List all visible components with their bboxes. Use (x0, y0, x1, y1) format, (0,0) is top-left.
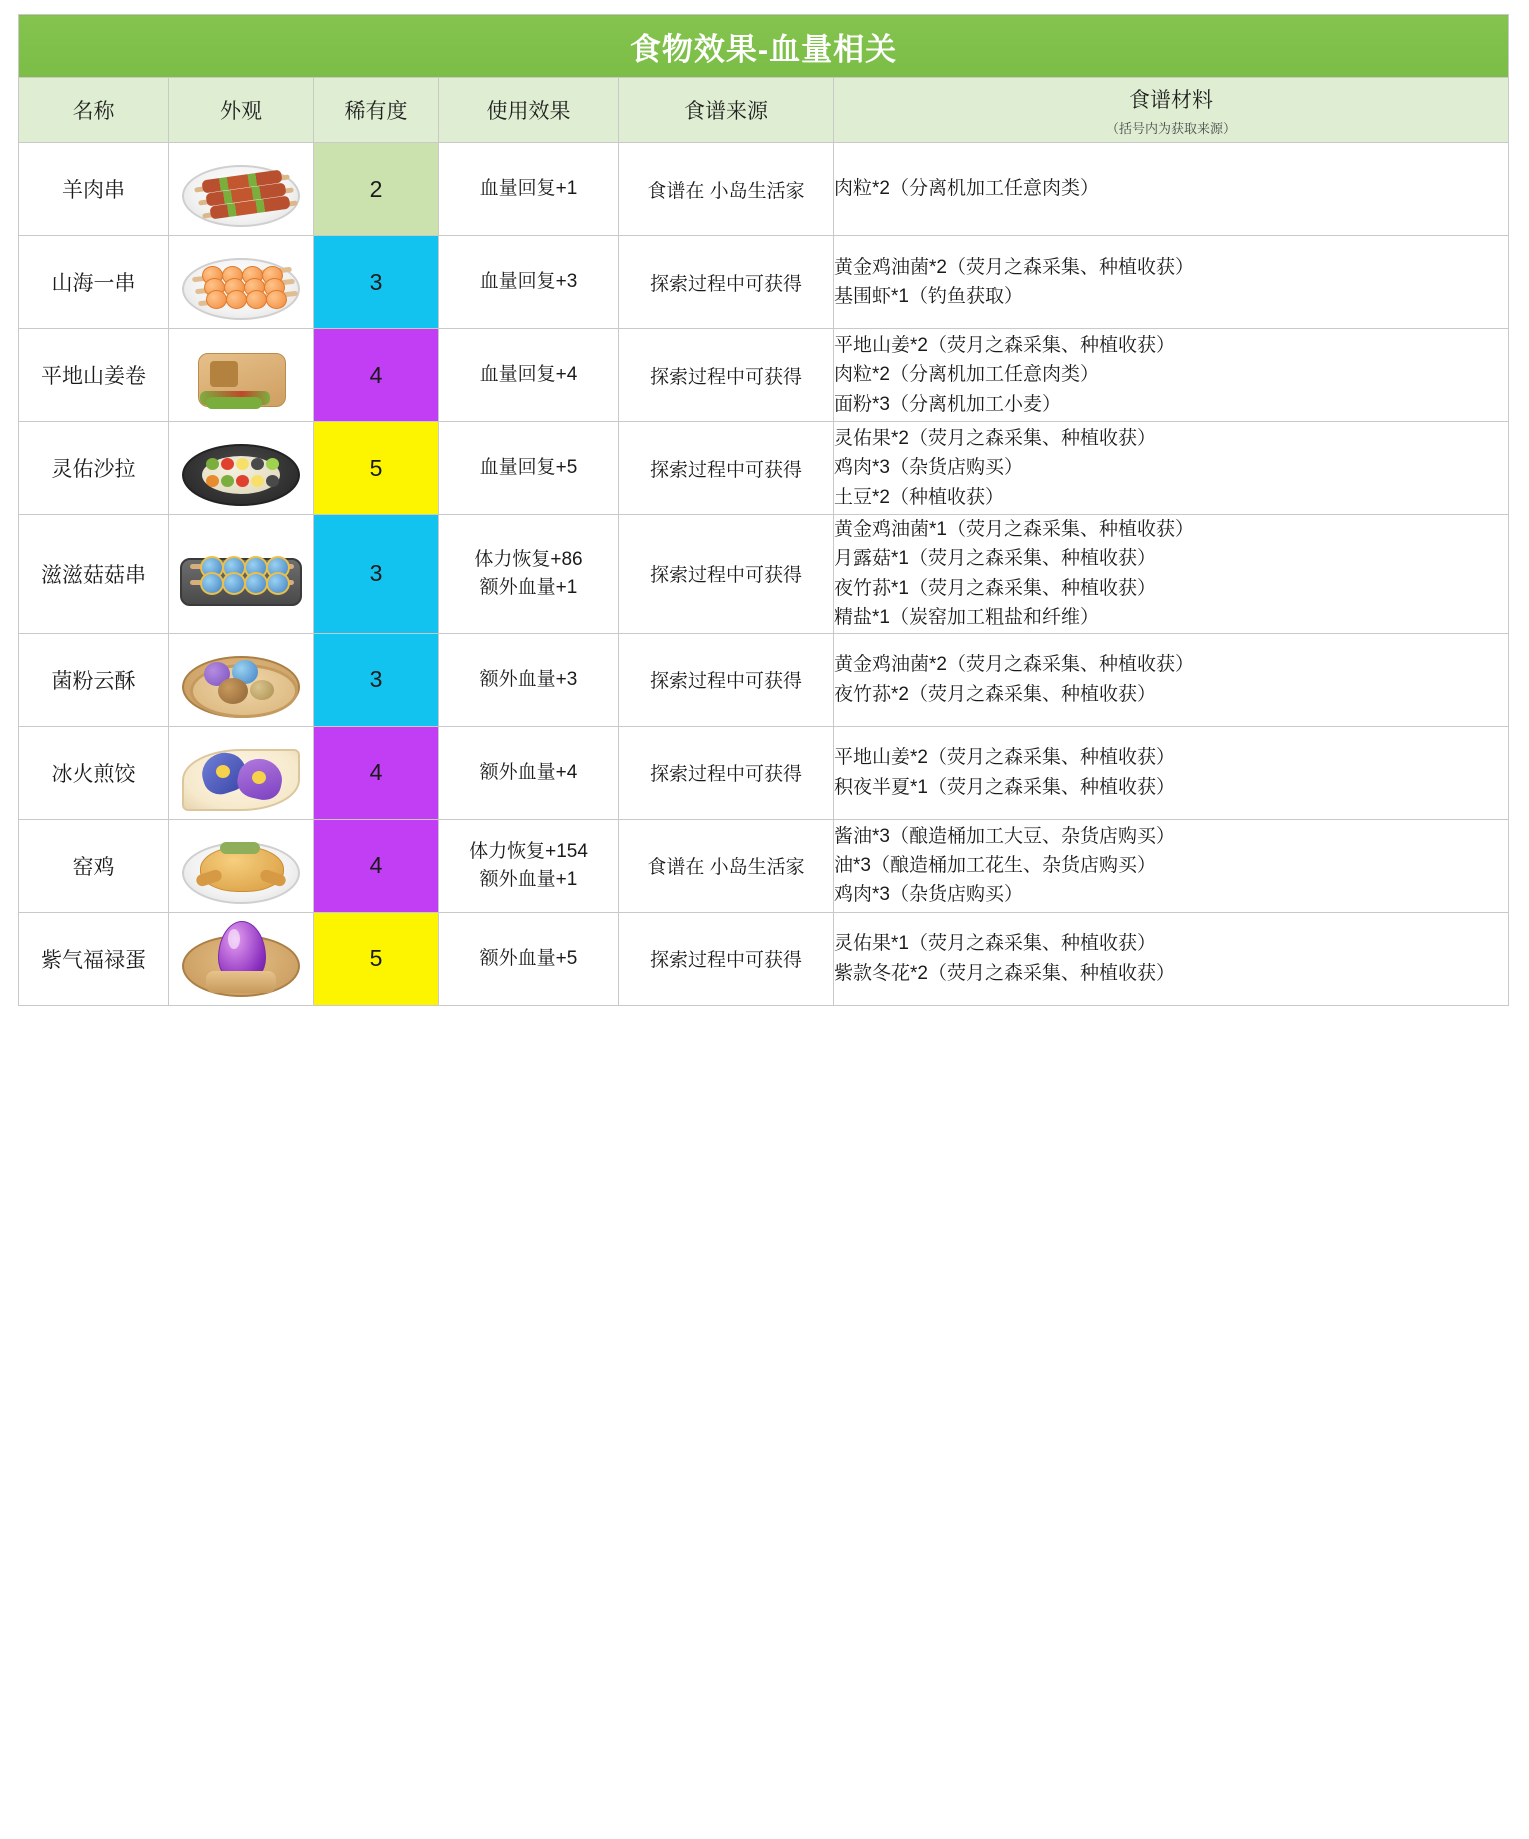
table-row (19, 143, 1509, 236)
mushroom-skewers-grill-icon (176, 528, 306, 620)
effect-line: 额外血量+5 (479, 947, 578, 969)
material-line: 鸡肉*3（杂货店购买） (834, 457, 1023, 479)
effect-cell (439, 515, 619, 634)
rarity-cell: 4 (314, 819, 439, 912)
dumplings-dish-icon (176, 727, 306, 819)
header-effect: 使用效果 (439, 78, 619, 143)
recipe-source-cell: 探索过程中可获得 (619, 329, 834, 422)
materials-cell (834, 143, 1509, 236)
food-image-cell (169, 726, 314, 819)
food-name-cell: 紫气福禄蛋 (19, 912, 169, 1005)
rarity-cell: 5 (314, 912, 439, 1005)
material-line: 平地山姜*2（荧月之森采集、种植收获） (834, 334, 1175, 356)
material-line: 夜竹荪*2（荧月之森采集、种植收获） (834, 683, 1156, 705)
materials-cell (834, 819, 1509, 912)
table-row (19, 819, 1509, 912)
food-image-cell (169, 819, 314, 912)
header-name: 名称 (19, 78, 169, 143)
table-row (19, 515, 1509, 634)
materials-cell (834, 236, 1509, 329)
food-image-cell (169, 236, 314, 329)
food-name-cell: 滋滋菇菇串 (19, 515, 169, 634)
wrap-roll-dish-icon (176, 329, 306, 421)
food-image-cell (169, 515, 314, 634)
material-line: 黄金鸡油菌*1（荧月之森采集、种植收获） (834, 519, 1194, 540)
rarity-cell: 2 (314, 143, 439, 236)
effect-cell (439, 236, 619, 329)
material-line: 灵佑果*1（荧月之森采集、种植收获） (834, 933, 1156, 955)
rarity-cell: 4 (314, 726, 439, 819)
recipe-source-cell: 探索过程中可获得 (619, 726, 834, 819)
material-line: 黄金鸡油菌*2（荧月之森采集、种植收获） (834, 256, 1194, 278)
materials-cell (834, 633, 1509, 726)
material-line: 积夜半夏*1（荧月之森采集、种植收获） (834, 776, 1175, 798)
material-line: 土豆*2（种植收获） (834, 486, 1004, 508)
materials-cell (834, 912, 1509, 1005)
effect-cell (439, 143, 619, 236)
food-effect-sheet (0, 14, 1529, 1006)
effect-line: 血量回复+3 (479, 271, 578, 293)
materials-cell (834, 726, 1509, 819)
rarity-cell: 5 (314, 422, 439, 515)
shrimp-skewers-dish-icon (176, 236, 306, 328)
effect-cell (439, 422, 619, 515)
recipe-source-cell: 探索过程中可获得 (619, 236, 834, 329)
rarity-cell: 4 (314, 329, 439, 422)
food-name-cell: 羊肉串 (19, 143, 169, 236)
header-source: 食谱来源 (619, 78, 834, 143)
recipe-source-cell: 食谱在 小岛生活家 (619, 143, 834, 236)
header-rarity: 稀有度 (314, 78, 439, 143)
material-line: 肉粒*2（分离机加工任意肉类） (834, 178, 1099, 200)
table-header-row (19, 78, 1509, 143)
recipe-source-cell: 探索过程中可获得 (619, 515, 834, 634)
recipe-source-cell: 探索过程中可获得 (619, 912, 834, 1005)
material-line: 鸡肉*3（杂货店购买） (834, 884, 1023, 906)
material-line: 灵佑果*2（荧月之森采集、种植收获） (834, 427, 1156, 449)
steamer-basket-dish-icon (176, 634, 306, 726)
materials-cell (834, 422, 1509, 515)
table-row (19, 329, 1509, 422)
effect-line: 额外血量+4 (479, 761, 578, 783)
rarity-cell: 3 (314, 236, 439, 329)
material-line: 精盐*1（炭窑加工粗盐和纤维） (834, 607, 1099, 629)
material-line: 黄金鸡油菌*2（荧月之森采集、种植收获） (834, 654, 1194, 676)
food-name-cell: 菌粉云酥 (19, 633, 169, 726)
food-image-cell (169, 912, 314, 1005)
effect-line: 血量回复+5 (479, 457, 578, 479)
materials-cell (834, 515, 1509, 634)
header-materials-label: 食谱材料 (1129, 88, 1213, 112)
rarity-cell: 3 (314, 515, 439, 634)
table-row (19, 912, 1509, 1005)
table-body (19, 143, 1509, 1006)
food-image-cell (169, 422, 314, 515)
effect-line: 血量回复+1 (479, 178, 578, 200)
table-title-cell (19, 15, 1509, 78)
page-title: 食物效果-血量相关 (629, 31, 898, 67)
purple-egg-dish-icon (176, 913, 306, 1005)
header-materials (834, 78, 1509, 143)
table-row (19, 726, 1509, 819)
effect-cell (439, 912, 619, 1005)
roast-chicken-dish-icon (176, 820, 306, 912)
effect-cell (439, 329, 619, 422)
recipe-source-cell: 食谱在 小岛生活家 (619, 819, 834, 912)
food-image-cell (169, 329, 314, 422)
salad-bowl-dish-icon (176, 422, 306, 514)
material-line: 油*3（酿造桶加工花生、杂货店购买） (834, 855, 1156, 877)
material-line: 夜竹荪*1（荧月之森采集、种植收获） (834, 577, 1156, 599)
table-title-row (19, 15, 1509, 78)
effect-line: 血量回复+4 (479, 364, 578, 386)
effect-line: 额外血量+1 (479, 576, 578, 598)
table-row (19, 422, 1509, 515)
effect-line: 额外血量+3 (479, 668, 578, 690)
recipe-source-cell: 探索过程中可获得 (619, 422, 834, 515)
food-name-cell: 山海一串 (19, 236, 169, 329)
material-line: 酱油*3（酿造桶加工大豆、杂货店购买） (834, 825, 1175, 847)
food-image-cell (169, 143, 314, 236)
effect-line: 额外血量+1 (479, 868, 578, 890)
effect-line: 体力恢复+86 (474, 549, 583, 571)
food-name-cell: 窑鸡 (19, 819, 169, 912)
material-line: 面粉*3（分离机加工小麦） (834, 393, 1061, 415)
recipe-source-cell: 探索过程中可获得 (619, 633, 834, 726)
effect-line: 体力恢复+154 (469, 841, 588, 863)
table-row (19, 633, 1509, 726)
header-materials-sublabel: （括号内为获取来源） (1106, 120, 1237, 136)
effect-cell (439, 819, 619, 912)
food-name-cell: 冰火煎饺 (19, 726, 169, 819)
effect-cell (439, 726, 619, 819)
food-effect-table (18, 14, 1509, 1006)
table-row (19, 236, 1509, 329)
lamb-skewers-dish-icon (176, 143, 306, 235)
food-name-cell: 灵佑沙拉 (19, 422, 169, 515)
material-line: 紫款冬花*2（荧月之森采集、种植收获） (834, 962, 1175, 984)
material-line: 平地山姜*2（荧月之森采集、种植收获） (834, 747, 1175, 769)
food-image-cell (169, 633, 314, 726)
material-line: 肉粒*2（分离机加工任意肉类） (834, 364, 1099, 386)
material-line: 基围虾*1（钓鱼获取） (834, 286, 1023, 307)
material-line: 月露菇*1（荧月之森采集、种植收获） (834, 548, 1156, 570)
food-name-cell: 平地山姜卷 (19, 329, 169, 422)
materials-cell (834, 329, 1509, 422)
rarity-cell: 3 (314, 633, 439, 726)
header-look: 外观 (169, 78, 314, 143)
effect-cell (439, 633, 619, 726)
